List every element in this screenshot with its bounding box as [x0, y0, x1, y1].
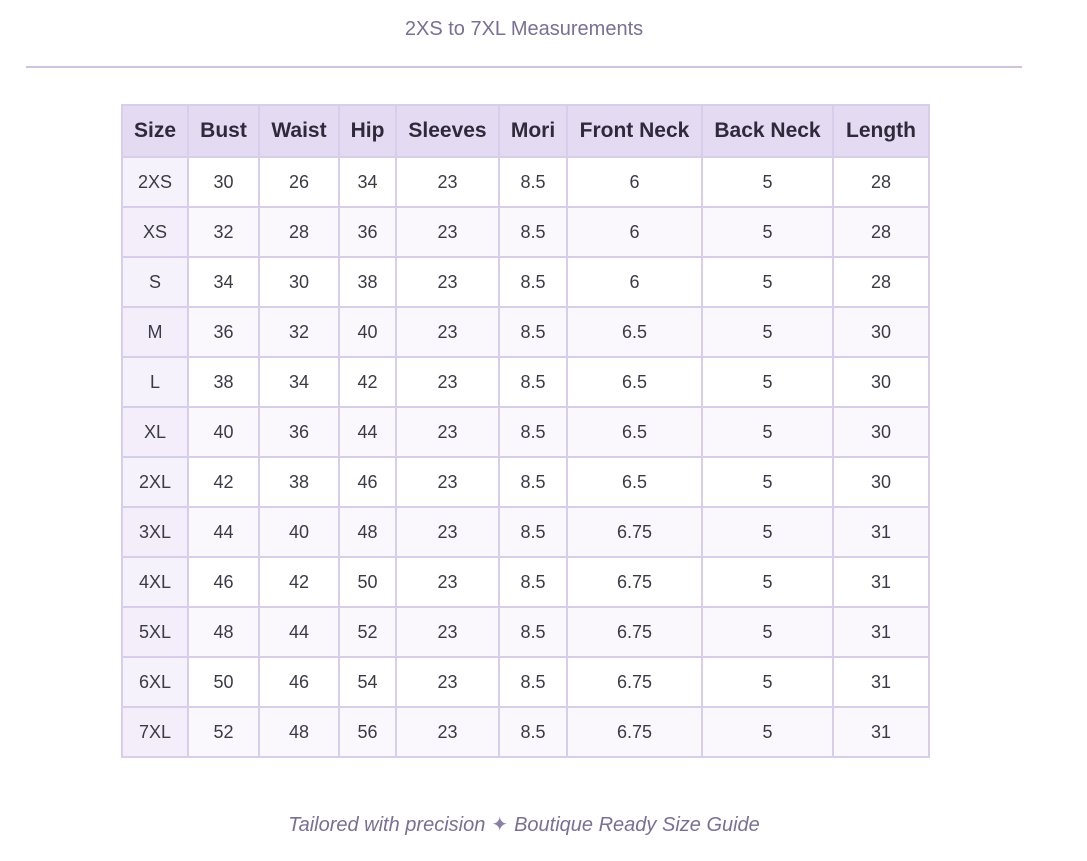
- measurement-cell: 6.75: [567, 707, 702, 757]
- measurement-cell: 5: [702, 657, 833, 707]
- measurement-cell: 28: [833, 207, 929, 257]
- column-header-waist: Waist: [259, 105, 339, 157]
- column-header-length: Length: [833, 105, 929, 157]
- measurement-cell: 5: [702, 557, 833, 607]
- measurement-cell: 28: [833, 257, 929, 307]
- table-row: [122, 657, 929, 707]
- measurement-cell: 5: [702, 257, 833, 307]
- measurement-cell: 31: [833, 557, 929, 607]
- measurement-cell: 6.5: [567, 357, 702, 407]
- measurement-cell: 8.5: [499, 557, 567, 607]
- size-label-cell: 5XL: [122, 607, 188, 657]
- measurement-cell: 5: [702, 307, 833, 357]
- measurement-cell: 23: [396, 707, 499, 757]
- size-label-cell: 2XL: [122, 457, 188, 507]
- measurement-cell: 34: [259, 357, 339, 407]
- measurement-cell: 50: [188, 657, 259, 707]
- measurement-cell: 5: [702, 507, 833, 557]
- measurement-cell: 23: [396, 407, 499, 457]
- measurement-cell: 8.5: [499, 457, 567, 507]
- column-header-back-neck: Back Neck: [702, 105, 833, 157]
- measurement-cell: 23: [396, 257, 499, 307]
- measurement-cell: 8.5: [499, 207, 567, 257]
- measurement-cell: 5: [702, 157, 833, 207]
- measurement-cell: 38: [259, 457, 339, 507]
- footer-tagline: [0, 812, 1048, 837]
- measurement-cell: 36: [259, 407, 339, 457]
- measurement-cell: 5: [702, 357, 833, 407]
- column-header-bust: Bust: [188, 105, 259, 157]
- measurement-cell: 52: [339, 607, 396, 657]
- measurement-cell: 8.5: [499, 157, 567, 207]
- measurement-cell: 8.5: [499, 307, 567, 357]
- measurement-cell: 23: [396, 557, 499, 607]
- size-label-cell: S: [122, 257, 188, 307]
- measurement-cell: 50: [339, 557, 396, 607]
- table-row: [122, 557, 929, 607]
- table-row: [122, 357, 929, 407]
- measurement-cell: 46: [259, 657, 339, 707]
- measurement-cell: 42: [259, 557, 339, 607]
- measurement-cell: 23: [396, 657, 499, 707]
- measurement-cell: 8.5: [499, 407, 567, 457]
- table-row: [122, 157, 929, 207]
- size-label-cell: 3XL: [122, 507, 188, 557]
- measurement-cell: 44: [188, 507, 259, 557]
- measurement-cell: 36: [339, 207, 396, 257]
- measurement-cell: 8.5: [499, 257, 567, 307]
- measurement-cell: 46: [188, 557, 259, 607]
- measurement-cell: 5: [702, 407, 833, 457]
- measurement-cell: 23: [396, 207, 499, 257]
- measurement-cell: 30: [833, 357, 929, 407]
- measurement-cell: 44: [259, 607, 339, 657]
- measurement-cell: 40: [259, 507, 339, 557]
- measurement-cell: 8.5: [499, 507, 567, 557]
- column-header-size: Size: [122, 105, 188, 157]
- measurement-cell: 8.5: [499, 707, 567, 757]
- measurement-cell: 52: [188, 707, 259, 757]
- measurement-cell: 8.5: [499, 607, 567, 657]
- table-row: [122, 507, 929, 557]
- table-row: [122, 407, 929, 457]
- column-header-sleeves: Sleeves: [396, 105, 499, 157]
- measurement-cell: 32: [259, 307, 339, 357]
- measurement-cell: 30: [833, 457, 929, 507]
- measurement-cell: 34: [188, 257, 259, 307]
- size-label-cell: 4XL: [122, 557, 188, 607]
- four-point-star-icon: ✦: [491, 814, 509, 836]
- measurement-cell: 6.75: [567, 557, 702, 607]
- measurement-cell: 23: [396, 307, 499, 357]
- measurement-cell: 23: [396, 457, 499, 507]
- measurement-cell: 56: [339, 707, 396, 757]
- page-title: 2XS to 7XL Measurements: [404, 18, 644, 40]
- measurement-cell: 30: [259, 257, 339, 307]
- measurement-cell: 6: [567, 207, 702, 257]
- measurement-cell: 46: [339, 457, 396, 507]
- measurement-cell: 6.75: [567, 607, 702, 657]
- measurement-cell: 23: [396, 357, 499, 407]
- measurement-cell: 31: [833, 657, 929, 707]
- measurement-cell: 42: [188, 457, 259, 507]
- measurement-cell: 42: [339, 357, 396, 407]
- size-chart-table: [121, 104, 930, 758]
- measurement-cell: 54: [339, 657, 396, 707]
- measurement-cell: 23: [396, 157, 499, 207]
- measurement-cell: 6.75: [567, 657, 702, 707]
- measurement-cell: 6.5: [567, 407, 702, 457]
- measurement-cell: 48: [259, 707, 339, 757]
- measurement-cell: 23: [396, 507, 499, 557]
- table-row: [122, 207, 929, 257]
- measurement-cell: 6.5: [567, 307, 702, 357]
- measurement-cell: 26: [259, 157, 339, 207]
- table-row: [122, 457, 929, 507]
- measurement-cell: 48: [339, 507, 396, 557]
- measurement-cell: 5: [702, 457, 833, 507]
- measurement-cell: 5: [702, 207, 833, 257]
- measurement-cell: 8.5: [499, 657, 567, 707]
- table-row: [122, 257, 929, 307]
- title-divider: [26, 66, 1022, 68]
- measurement-cell: 32: [188, 207, 259, 257]
- measurement-cell: 6.5: [567, 457, 702, 507]
- measurement-cell: 38: [339, 257, 396, 307]
- measurement-cell: 40: [339, 307, 396, 357]
- measurement-cell: 48: [188, 607, 259, 657]
- size-label-cell: 7XL: [122, 707, 188, 757]
- measurement-cell: 6: [567, 257, 702, 307]
- measurement-cell: 44: [339, 407, 396, 457]
- measurement-cell: 5: [702, 707, 833, 757]
- table-body: [122, 157, 929, 757]
- measurement-cell: 40: [188, 407, 259, 457]
- measurement-cell: 28: [259, 207, 339, 257]
- measurement-cell: 6: [567, 157, 702, 207]
- size-label-cell: XS: [122, 207, 188, 257]
- measurement-cell: 5: [702, 607, 833, 657]
- measurement-cell: 28: [833, 157, 929, 207]
- size-label-cell: XL: [122, 407, 188, 457]
- footer-left-text: Tailored with precision: [288, 814, 486, 836]
- table-header-row: [122, 105, 929, 157]
- measurement-cell: 6.75: [567, 507, 702, 557]
- measurement-cell: 8.5: [499, 357, 567, 407]
- measurement-cell: 30: [188, 157, 259, 207]
- measurement-cell: 34: [339, 157, 396, 207]
- measurement-cell: 30: [833, 407, 929, 457]
- table-row: [122, 607, 929, 657]
- size-label-cell: 6XL: [122, 657, 188, 707]
- measurement-cell: 31: [833, 707, 929, 757]
- column-header-front-neck: Front Neck: [567, 105, 702, 157]
- size-label-cell: 2XS: [122, 157, 188, 207]
- column-header-mori: Mori: [499, 105, 567, 157]
- measurement-cell: 31: [833, 607, 929, 657]
- measurement-cell: 36: [188, 307, 259, 357]
- column-header-hip: Hip: [339, 105, 396, 157]
- measurement-cell: 38: [188, 357, 259, 407]
- table-row: [122, 707, 929, 757]
- measurement-cell: 31: [833, 507, 929, 557]
- measurement-cell: 30: [833, 307, 929, 357]
- measurement-cell: 23: [396, 607, 499, 657]
- size-label-cell: M: [122, 307, 188, 357]
- table-row: [122, 307, 929, 357]
- size-label-cell: L: [122, 357, 188, 407]
- footer-right-text: Boutique Ready Size Guide: [514, 814, 760, 836]
